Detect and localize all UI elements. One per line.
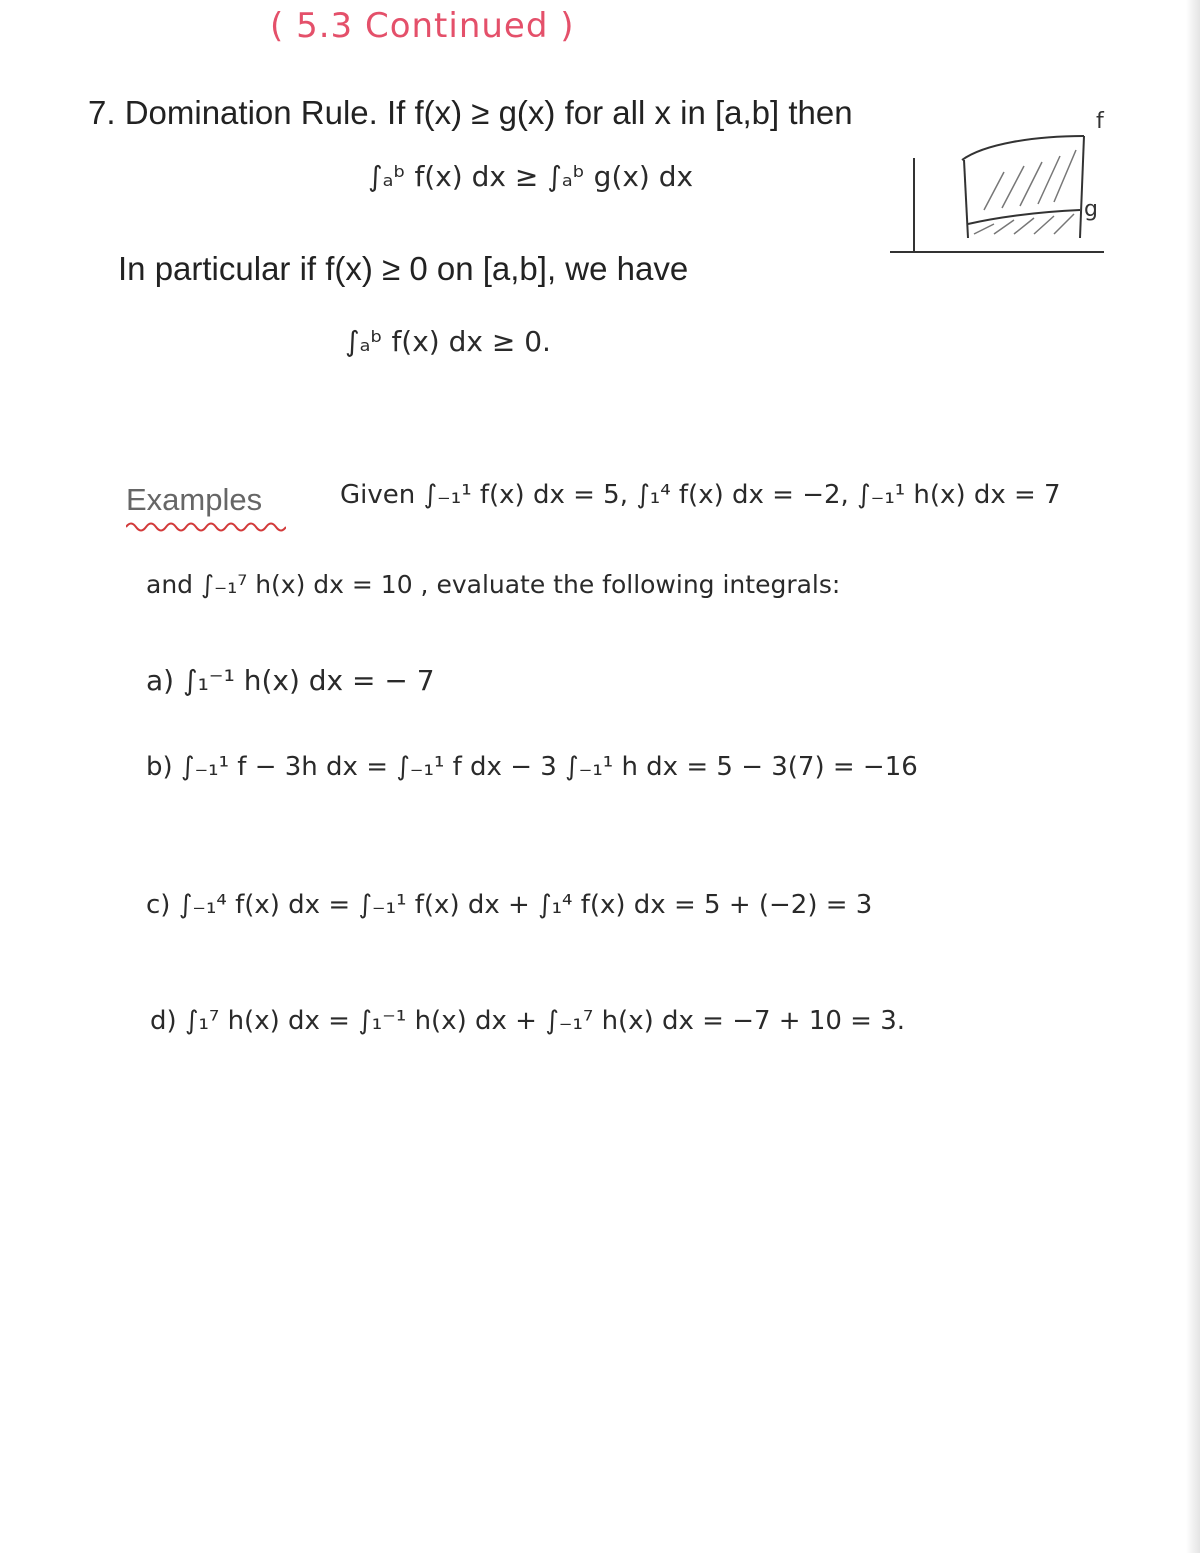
- spellcheck-squiggle: [126, 520, 286, 534]
- given-integrals-continued: and ∫₋₁⁷ h(x) dx = 10 , evaluate the following integrals:: [146, 570, 841, 599]
- section-header: ( 5.3 Continued ): [270, 6, 575, 46]
- sketch-g-curve: [968, 210, 1080, 224]
- examples-label: Examples: [126, 482, 263, 517]
- example-a: a) ∫₁⁻¹ h(x) dx = − 7: [146, 664, 435, 697]
- domination-rule-title: 7. Domination Rule. If f(x) ≥ g(x) for all x in [a,b] then: [88, 94, 853, 131]
- sketch-right-bound: [1080, 136, 1084, 238]
- scan-edge-shadow: [1186, 0, 1200, 1553]
- example-c: c) ∫₋₁⁴ f(x) dx = ∫₋₁¹ f(x) dx + ∫₁⁴ f(x) dx = 5 + (−2) = 3: [146, 890, 873, 920]
- given-integrals: Given ∫₋₁¹ f(x) dx = 5, ∫₁⁴ f(x) dx = −2, ∫₋₁¹ h(x) dx = 7: [340, 480, 1061, 510]
- domination-sketch: [884, 106, 1124, 266]
- particular-case-text: In particular if f(x) ≥ 0 on [a,b], we have: [118, 250, 689, 287]
- sketch-g-label: g: [1084, 197, 1098, 222]
- sketch-f-curve: [962, 136, 1084, 160]
- sketch-left-bound: [964, 160, 968, 238]
- domination-rule-formula: ∫ₐᵇ f(x) dx ≥ ∫ₐᵇ g(x) dx: [368, 160, 694, 193]
- sketch-f-label: f: [1096, 109, 1104, 134]
- sketch-hatch: [974, 150, 1076, 234]
- example-b: b) ∫₋₁¹ f − 3h dx = ∫₋₁¹ f dx − 3 ∫₋₁¹ h dx = 5 − 3(7) = −16: [146, 752, 918, 782]
- particular-case-formula: ∫ₐᵇ f(x) dx ≥ 0.: [345, 325, 551, 358]
- example-d: d) ∫₁⁷ h(x) dx = ∫₁⁻¹ h(x) dx + ∫₋₁⁷ h(x) dx = −7 + 10 = 3.: [150, 1006, 906, 1036]
